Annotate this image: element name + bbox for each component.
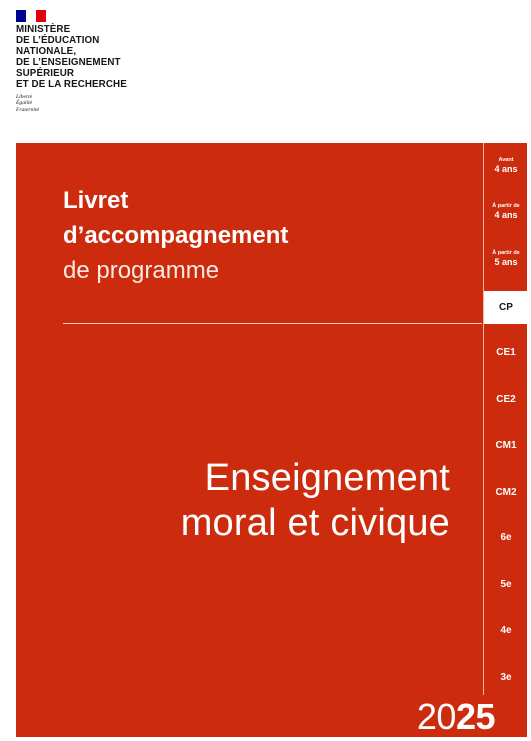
level-avant-4-ans	[484, 157, 528, 175]
ministry-line: DE L’ENSEIGNEMENT	[16, 57, 121, 68]
ministry-line: SUPÉRIEUR	[16, 68, 75, 79]
booklet-title	[63, 183, 288, 288]
level-3e: 3e	[500, 672, 512, 683]
edition-year	[417, 696, 495, 738]
level-4e: 4e	[500, 625, 512, 636]
ministry-logo	[16, 10, 176, 113]
level-ce2: CE2	[496, 394, 516, 405]
level-5e: 5e	[500, 579, 512, 590]
level-sidebar	[483, 143, 528, 695]
level-cp-active: CP	[484, 291, 528, 324]
ministry-line: MINISTÈRE	[16, 24, 71, 35]
level-label: 5 ans	[494, 257, 518, 267]
title-line-3: de programme	[63, 257, 220, 284]
level-label: 4 ans	[494, 210, 518, 220]
level-prefix: Avant	[498, 157, 514, 163]
level-prefix: À partir de	[492, 203, 520, 209]
level-prefix: À partir de	[492, 250, 520, 256]
title-line-1: Livret	[63, 187, 129, 214]
ministry-line: NATIONALE,	[16, 46, 77, 57]
subject-title	[181, 456, 450, 546]
level-label: 4 ans	[494, 164, 518, 174]
french-flag-icon	[16, 10, 46, 22]
title-divider	[63, 323, 482, 324]
year-prefix: 20	[416, 696, 456, 737]
motto-line: Égalité	[16, 100, 33, 107]
subject-line-2: moral et civique	[180, 502, 450, 544]
motto-line: Liberté	[16, 94, 33, 100]
level-from-5-ans	[484, 250, 528, 268]
level-6e: 6e	[500, 532, 512, 543]
level-ce1: CE1	[496, 347, 516, 358]
ministry-line: DE L’ÉDUCATION	[16, 35, 100, 46]
level-cm1: CM1	[495, 440, 517, 451]
subject-line-1: Enseignement	[204, 457, 450, 499]
ministry-line: ET DE LA RECHERCHE	[16, 79, 127, 90]
title-line-2: d’accompagnement	[63, 222, 289, 249]
level-from-4-ans	[484, 203, 528, 221]
motto-line: Fraternité	[16, 106, 39, 113]
level-cm2: CM2	[495, 487, 517, 498]
republic-motto	[16, 94, 176, 113]
year-suffix: 25	[455, 696, 495, 737]
ministry-name	[16, 24, 176, 90]
